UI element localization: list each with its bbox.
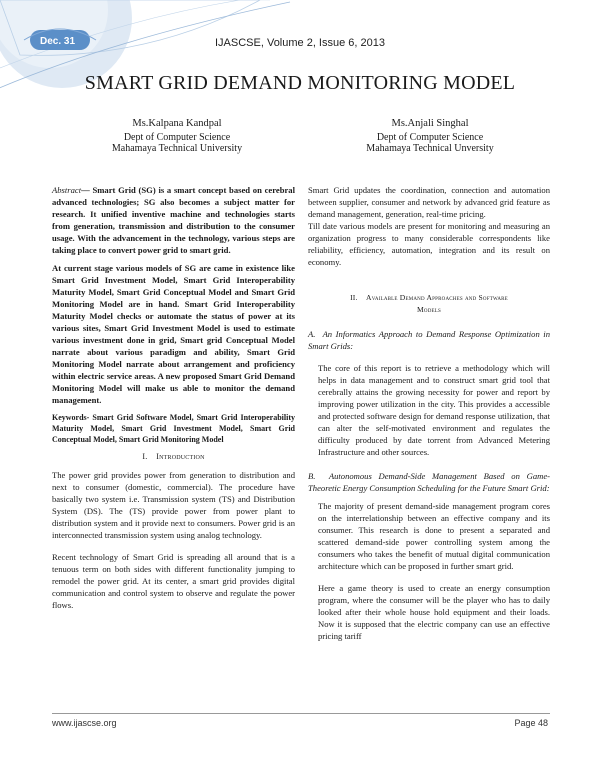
- abstract-para-2: At current stage various models of SG are came in existence like Smart Grid Investment Model, Smart Grid Interoperability Maturity Model, Smart Grid Conceptual Model and Smart Grid Monitoring Model are in hand. Smart Grid Interoperability Maturity Model checks or automate the status of power at its various sites, Smart Grid Investment Model is used to estimate various investment done in grid, Smart grid Conceptual Model narrate about various paradigm and ability, Smart Grid Monitoring Model narrate about arrangement and proficiency within electric service areas. A new proposed Smart Grid Demand Monitoring Model will make us able to monitor the demand management.: [52, 263, 295, 405]
- keywords-label: Keywords-: [52, 413, 90, 422]
- section-title: Introduction: [156, 452, 205, 461]
- subsection-b-text-2: Here a game theory is used to create an energy consumption program, where the consumer will be the player who has to daily looked after their whole house hold equipment and their loads. Now it is supposed that the electric company can use an effective pricing tariff: [318, 583, 550, 641]
- intro-para-2: Recent technology of Smart Grid is spreading all around that is a tenuous term on both sides with different functionality jumping to remodel the power grid. At its center, a smart grid provides digital communication and control system to observe and regulate the power flows.: [52, 552, 295, 610]
- issue-date: Dec. 31: [40, 36, 76, 47]
- keywords: [52, 412, 295, 445]
- subsection-a-title: [308, 328, 550, 352]
- section-num: I.: [142, 452, 148, 461]
- author-univ: Mahamaya Technical Unversity: [366, 143, 494, 154]
- left-column: [52, 184, 295, 617]
- author-dept: Dept of Computer Science: [376, 132, 484, 143]
- subsection-title: An Informatics Approach to Demand Response Optimization in Smart Grids:: [308, 329, 550, 351]
- section-title-line-1: Available Demand Approaches and Software: [366, 293, 508, 302]
- keywords-text: Smart Grid Software Model, Smart Grid Interoperability Maturity Model, Smart Grid Investment Model, Smart Grid Conceptual Model, Smart Grid Monitoring Model: [52, 413, 295, 444]
- subsection-a-text: The core of this report is to retrieve a methodology which will helps in data management and to construct smart grid tool that cerebrally attains the growing necessity for power and report by improving power utilization in the city. This provides a accessible and protected software design for demand response utilization, that can alter the self-motivated environment and regulates the difficulty produced by date torrent from Advanced Metering Infrastructure and other sources.: [318, 363, 550, 457]
- journal-header: IJASCSE, Volume 2, Issue 6, 2013: [215, 37, 385, 49]
- author-dept: Dept of Computer Science: [123, 132, 231, 143]
- paper-title: SMART GRID DEMAND MONITORING MODEL: [84, 72, 516, 94]
- author-univ: Mahamaya Technical University: [111, 143, 243, 154]
- subsection-label: B.: [308, 471, 316, 481]
- abstract-text: Smart Grid (SG) is a smart concept based on cerebral advanced technologies; SG also becomes a subject matter for research. It unified inventive machine and technologies starts from generation, transmission and distribution to the consumer usage. With the advancement in the technology, various steps are taking place to convert power grid to smart grid.: [52, 185, 295, 255]
- section-heading-2: [308, 292, 550, 316]
- author-2: [345, 118, 515, 154]
- author-name: Ms.Kalpana Kandpal: [132, 118, 222, 129]
- right-para-1: Smart Grid updates the coordination, connection and automation between supplier, consumer and network by advanced grid feature as demand management, generation, real-time pricing.: [308, 185, 550, 219]
- intro-para-1: The power grid provides power from generation to distribution and next to consumer (domestic, commercial). The procedure have basically two system i.e. Transmission system (TS) and Distribution System (DS). The (TS) provide power from power plant to distribution system and it provide next to consumers. Power grid is an interconnected transmission system using analog technology.: [52, 470, 295, 540]
- page-number: Page 48: [514, 718, 548, 728]
- right-para-2: Till date various models are present for monitoring and measuring an organization progress to many considerable correspondents like reliability, efficiency, automation, integration and its result on economy.: [308, 221, 550, 267]
- abstract-dash: —: [81, 185, 93, 195]
- section-heading-intro: [52, 451, 295, 463]
- subsection-title: Autonomous Demand-Side Management Based on Game-Theoretic Energy Consumption Scheduling for the Future Smart Grid:: [308, 471, 550, 493]
- abstract: [52, 184, 295, 256]
- author-1: [92, 118, 262, 154]
- abstract-label: Abstract: [52, 185, 82, 195]
- author-name: Ms.Anjali Singhal: [391, 118, 469, 129]
- footer-url[interactable]: www.ijascse.org: [52, 718, 117, 728]
- subsection-label: A.: [308, 329, 316, 339]
- section-num: II.: [350, 293, 358, 302]
- right-column: [308, 184, 550, 648]
- section-title-line-2: Models: [416, 305, 442, 314]
- footer-divider: [52, 713, 550, 714]
- subsection-b-title: [308, 470, 550, 494]
- subsection-b-text-1: The majority of present demand-side management program cores on the interrelationship between an effective company and its consumer. This research is done to present a separated and scattered demand-side power controlling system among the consumers who takes the benefit of mutual digital communication architecture which can be proposed in further smart grid.: [318, 501, 550, 571]
